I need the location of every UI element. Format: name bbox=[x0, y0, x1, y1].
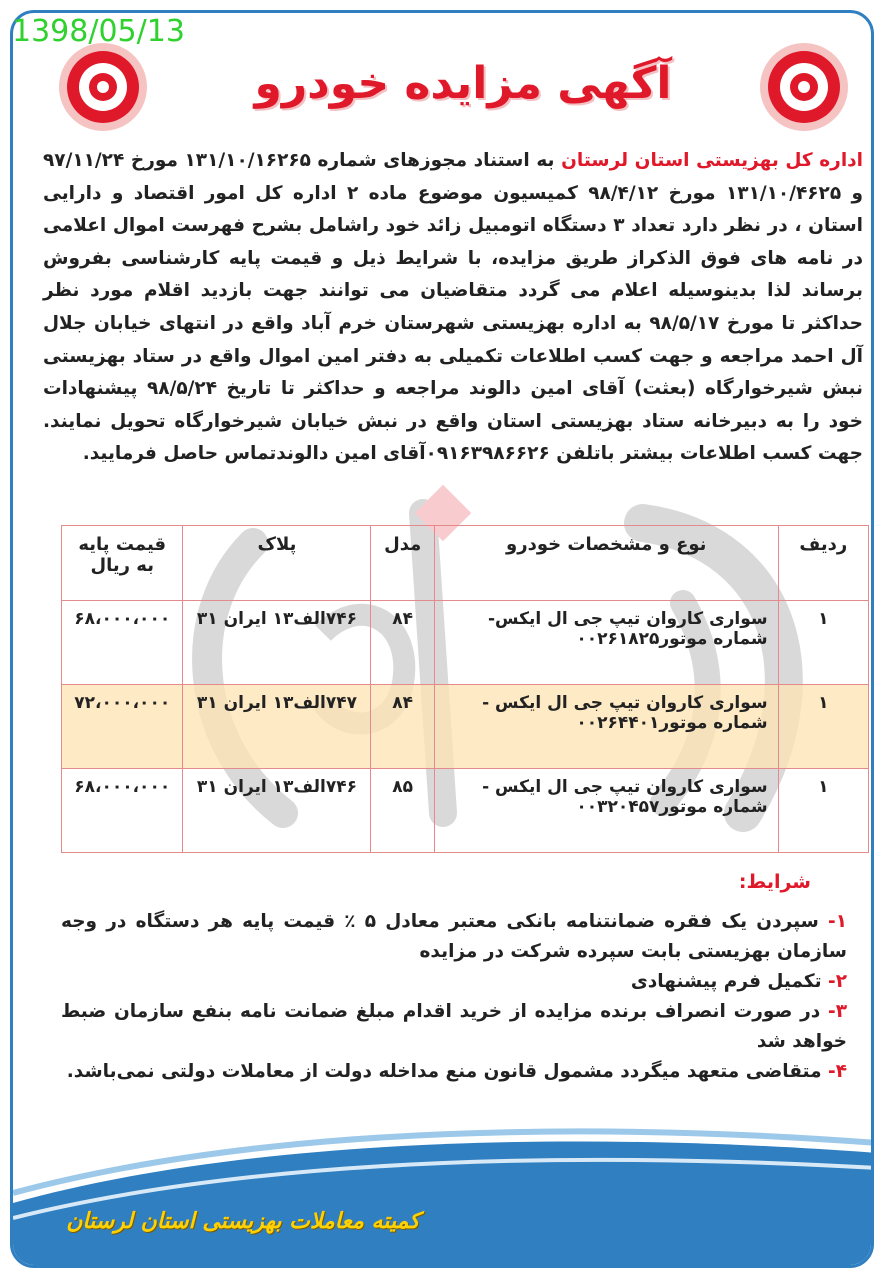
header-row-number: ردیف bbox=[778, 526, 868, 601]
condition-item bbox=[61, 997, 847, 1057]
date-stamp: 1398/05/13 bbox=[12, 14, 185, 49]
table-row bbox=[62, 769, 869, 853]
condition-number: ۴- bbox=[828, 1061, 847, 1082]
footer-committee: کمیته معاملات بهزیستی استان لرستان bbox=[66, 1209, 420, 1234]
condition-number: ۳- bbox=[828, 1001, 847, 1022]
cell-vehicle-type: سواری کاروان تیپ جی ال ایکس- شماره موتور۰۰۲۶۱۸۲۵ bbox=[434, 601, 778, 685]
cell-base-price: ۶۸،۰۰۰،۰۰۰ bbox=[62, 601, 183, 685]
table-row bbox=[62, 601, 869, 685]
header-plate: پلاک bbox=[183, 526, 371, 601]
cell-vehicle-type: سواری کاروان تیپ جی ال ایکس - شماره موتور۰۰۳۲۰۴۵۷ bbox=[434, 769, 778, 853]
intro-text: به استناد مجوزهای شماره ۱۳۱/۱۰/۱۶۲۶۵ مورخ ۹۷/۱۱/۲۴ و ۱۳۱/۱۰/۴۶۲۵ مورخ ۹۸/۴/۱۲ کمیسیون موضوع ماده ۲ اداره کل امور اقتصاد و دارایی استان ، در نظر دارد تعداد ۳ دستگاه اتومبیل زائد خود راشامل بشرح فهرست اموال اعلامی در نامه های فوق الذکراز طریق مزایده، با شرایط ذیل و قیمت پایه کارشناسی بفروش برساند لذا بدینوسیله اعلام می گردد متقاضیان می توانند جهت بازدید اقلام مورد نظر حداکثر تا مورخ ۹۸/۵/۱۷ به اداره بهزیستی شهرستان خرم آباد واقع در انتهای خیابان جلال آل احمد مراجعه و جهت کسب اطلاعات تکمیلی به دفتر امین اموال واقع در ستاد بهزیستی نبش شیرخوارگاه (بعثت) آقای امین دالوند مراجعه و حداکثر تا تاریخ ۹۸/۵/۲۴ پیشنهادات خود را به دبیرخانه ستاد بهزیستی استان واقع در نبش خیابان شیرخوارگاه تحویل نمایند. جهت کسب اطلاعات بیشتر باتلفن ۰۹۱۶۳۹۸۶۶۲۶آقای امین دالوندتماس حاصل فرمایید. bbox=[43, 150, 863, 465]
table-header-row bbox=[62, 526, 869, 601]
footer-wave bbox=[13, 1123, 874, 1268]
conditions-list bbox=[61, 907, 847, 1087]
header-model: مدل bbox=[371, 526, 434, 601]
condition-item bbox=[61, 967, 847, 997]
header-base-price: قیمت پایه به ریال bbox=[62, 526, 183, 601]
condition-text: سپردن یک فقره ضمانتنامه بانکی معتبر معادل ۵ ٪ قیمت پایه هر دستگاه در وجه سازمان بهزیستی بابت سپرده شرکت در مزایده bbox=[61, 911, 847, 962]
condition-number: ۱- bbox=[828, 911, 847, 932]
cell-vehicle-type: سواری کاروان تیپ جی ال ایکس - شماره موتور۰۰۲۶۴۴۰۱ bbox=[434, 685, 778, 769]
conditions-title: شرایط: bbox=[738, 871, 811, 893]
condition-text: در صورت انصراف برنده مزایده از خرید اقدام مبلغ ضمانت نامه بنفع سازمان ضبط خواهد شد bbox=[61, 1001, 847, 1052]
cell-row-number: ۱ bbox=[778, 601, 868, 685]
page-title: آگهی مزایده خودرو bbox=[254, 58, 672, 109]
cell-plate: ۷۴۶الف۱۳ ایران ۳۱ bbox=[183, 769, 371, 853]
cell-base-price: ۶۸،۰۰۰،۰۰۰ bbox=[62, 769, 183, 853]
vehicle-table bbox=[61, 525, 869, 853]
condition-text: تکمیل فرم پیشنهادی bbox=[630, 971, 829, 992]
welfare-logo-right bbox=[758, 41, 850, 133]
cell-row-number: ۱ bbox=[778, 769, 868, 853]
cell-model: ۸۴ bbox=[371, 601, 434, 685]
notice-frame bbox=[10, 10, 874, 1268]
table-row bbox=[62, 685, 869, 769]
cell-model: ۸۴ bbox=[371, 685, 434, 769]
cell-model: ۸۵ bbox=[371, 769, 434, 853]
cell-plate: ۷۴۷الف۱۳ ایران ۳۱ bbox=[183, 685, 371, 769]
condition-text: متقاضی متعهد میگردد مشمول قانون منع مداخله دولت از معاملات دولتی نمی‌باشد. bbox=[66, 1061, 829, 1082]
organization-name: اداره کل بهزیستی استان لرستان bbox=[561, 150, 864, 171]
intro-paragraph bbox=[43, 145, 863, 471]
condition-item bbox=[61, 907, 847, 967]
condition-number: ۲- bbox=[828, 971, 847, 992]
cell-row-number: ۱ bbox=[778, 685, 868, 769]
cell-base-price: ۷۲،۰۰۰،۰۰۰ bbox=[62, 685, 183, 769]
cell-plate: ۷۴۶الف۱۳ ایران ۳۱ bbox=[183, 601, 371, 685]
condition-item bbox=[61, 1057, 847, 1087]
header-vehicle-type: نوع و مشخصات خودرو bbox=[434, 526, 778, 601]
welfare-logo-left bbox=[57, 41, 149, 133]
